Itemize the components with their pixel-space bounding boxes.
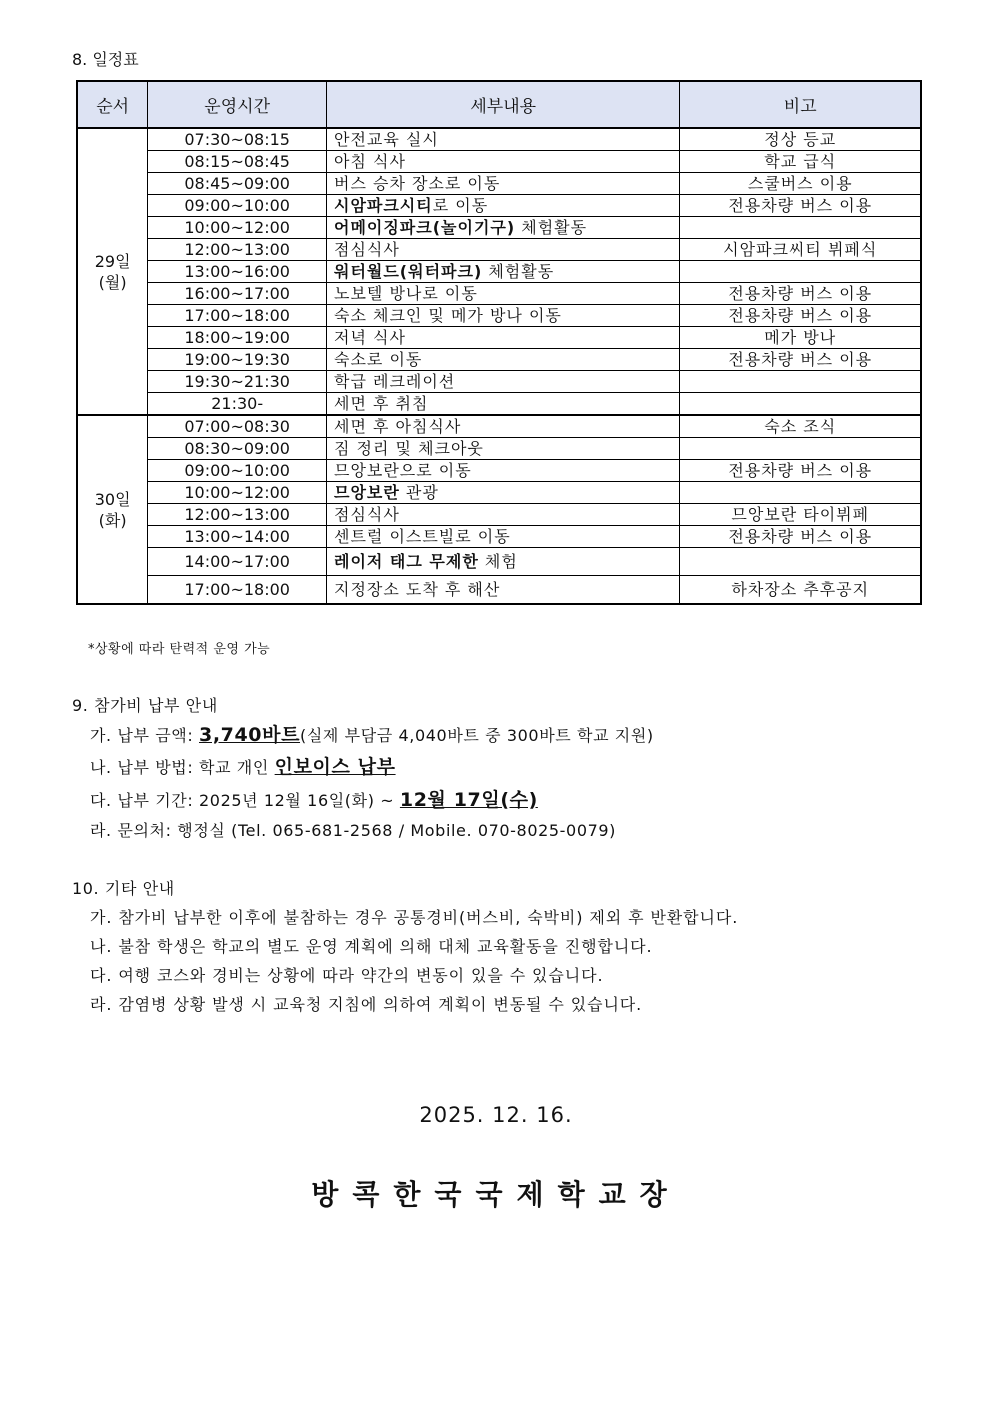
detail-text: 로 이동 <box>432 196 489 215</box>
detail-cell <box>326 239 679 261</box>
detail-highlight: 어메이징파크(놀이기구) <box>333 218 516 237</box>
detail-text: 숙소 체크인 및 메가 방나 이동 <box>333 306 562 325</box>
table-row <box>77 393 921 416</box>
table-row <box>77 482 921 504</box>
day-date: 30일 <box>94 489 131 509</box>
time-cell: 08:45~09:00 <box>148 173 327 195</box>
detail-cell <box>326 504 679 526</box>
time-cell: 21:30- <box>148 393 327 416</box>
note-cell <box>680 482 921 504</box>
time-cell: 07:30~08:15 <box>148 128 327 151</box>
note-cell: 메가 방나 <box>680 327 921 349</box>
detail-highlight: 워터월드(워터파크) <box>333 262 483 281</box>
detail-cell <box>326 576 679 605</box>
table-row <box>77 576 921 605</box>
note-cell <box>680 371 921 393</box>
payment-amount-value: 3,740바트 <box>199 724 301 746</box>
detail-cell <box>326 195 679 217</box>
table-row <box>77 195 921 217</box>
schedule-table <box>76 80 922 605</box>
payment-deadline: 12월 17일(수) <box>399 789 538 811</box>
note-cell: 숙소 조식 <box>680 415 921 438</box>
day-cell-day1 <box>77 128 148 415</box>
notice-item-b: 나. 불참 학생은 학교의 별도 운영 계획에 의해 대체 교육활동을 진행합니다. <box>90 937 653 956</box>
detail-text: 점심식사 <box>333 505 400 524</box>
detail-text: 아침 식사 <box>333 152 406 171</box>
detail-text: 숙소로 이동 <box>333 350 423 369</box>
detail-text: 센트럴 이스트빌로 이동 <box>333 527 511 546</box>
detail-cell <box>326 173 679 195</box>
detail-text: 세면 후 아침식사 <box>333 417 462 436</box>
note-cell: 학교 급식 <box>680 151 921 173</box>
table-row <box>77 173 921 195</box>
time-cell: 12:00~13:00 <box>148 239 327 261</box>
time-cell: 18:00~19:00 <box>148 327 327 349</box>
time-cell: 19:30~21:30 <box>148 371 327 393</box>
time-cell: 08:30~09:00 <box>148 438 327 460</box>
detail-cell <box>326 305 679 327</box>
note-cell <box>680 438 921 460</box>
contact-line: 라. 문의처: 행정실 (Tel. 065-681-2568 / Mobile. 070-8025-0079) <box>90 821 617 840</box>
detail-text: 므앙보란으로 이동 <box>333 461 472 480</box>
day-weekday: (화) <box>98 510 127 530</box>
note-cell <box>680 261 921 283</box>
notice-item-d: 라. 감염병 상황 발생 시 교육청 지침에 의하여 계획이 변동될 수 있습니다. <box>90 995 643 1014</box>
payment-amount-label: 가. 납부 금액: <box>90 726 200 745</box>
detail-text: 체험 <box>478 552 518 571</box>
table-row <box>77 217 921 239</box>
note-cell <box>680 548 921 576</box>
time-cell: 19:00~19:30 <box>148 349 327 371</box>
header-time: 운영시간 <box>148 81 327 128</box>
table-row <box>77 504 921 526</box>
note-cell: 전용차량 버스 이용 <box>680 526 921 548</box>
detail-cell <box>326 349 679 371</box>
time-cell: 08:15~08:45 <box>148 151 327 173</box>
detail-text: 점심식사 <box>333 240 400 259</box>
detail-cell <box>326 261 679 283</box>
note-cell: 전용차량 버스 이용 <box>680 460 921 482</box>
note-cell: 므앙보란 타이뷔페 <box>680 504 921 526</box>
detail-cell <box>326 151 679 173</box>
time-cell: 17:00~18:00 <box>148 305 327 327</box>
table-row <box>77 327 921 349</box>
table-row <box>77 151 921 173</box>
payment-amount-detail: (실제 부담금 4,040바트 중 300바트 학교 지원) <box>300 726 654 745</box>
note-cell <box>680 393 921 416</box>
day-weekday: (월) <box>98 272 127 292</box>
detail-cell <box>326 460 679 482</box>
notice-item-c: 다. 여행 코스와 경비는 상황에 따라 약간의 변동이 있을 수 있습니다. <box>90 966 604 985</box>
table-row <box>77 349 921 371</box>
detail-text: 짐 정리 및 체크아웃 <box>333 439 484 458</box>
payment-period-label: 다. 납부 기간: 2025년 12월 16일(화) ~ <box>90 791 400 810</box>
detail-cell <box>326 128 679 151</box>
detail-cell <box>326 415 679 438</box>
detail-text: 세면 후 취침 <box>333 394 429 413</box>
detail-text: 체험활동 <box>515 218 588 237</box>
note-cell: 스쿨버스 이용 <box>680 173 921 195</box>
payment-method-value: 인보이스 납부 <box>274 756 396 778</box>
header-note: 비고 <box>680 81 921 128</box>
table-header-row <box>77 81 921 128</box>
section-10-title: 10. 기타 안내 <box>72 879 175 898</box>
time-cell: 09:00~10:00 <box>148 195 327 217</box>
notice-item-a: 가. 참가비 납부한 이후에 불참하는 경우 공통경비(버스비, 숙박비) 제외 후 반환합니다. <box>90 908 739 927</box>
payment-method-label: 나. 납부 방법: 학교 개인 <box>90 758 275 777</box>
time-cell: 13:00~14:00 <box>148 526 327 548</box>
note-cell <box>680 217 921 239</box>
table-row <box>77 261 921 283</box>
table-row <box>77 128 921 151</box>
detail-text: 노보텔 방나로 이동 <box>333 284 478 303</box>
principal-signature: 방콕한국국제학교장 <box>311 1178 681 1211</box>
table-row <box>77 239 921 261</box>
table-row <box>77 548 921 576</box>
table-row <box>77 526 921 548</box>
detail-text: 관광 <box>399 483 439 502</box>
table-row <box>77 460 921 482</box>
section-9-title: 9. 참가비 납부 안내 <box>72 696 218 715</box>
note-cell: 전용차량 버스 이용 <box>680 195 921 217</box>
time-cell: 07:00~08:30 <box>148 415 327 438</box>
detail-cell <box>326 283 679 305</box>
table-row <box>77 305 921 327</box>
time-cell: 10:00~12:00 <box>148 482 327 504</box>
detail-cell <box>326 393 679 416</box>
detail-text: 저녁 식사 <box>333 328 406 347</box>
note-cell: 전용차량 버스 이용 <box>680 349 921 371</box>
document-date: 2025. 12. 16. <box>419 1103 573 1127</box>
day-cell-day2 <box>77 415 148 604</box>
table-row <box>77 438 921 460</box>
footnote: *상황에 따라 탄력적 운영 가능 <box>88 642 271 657</box>
note-cell: 전용차량 버스 이용 <box>680 305 921 327</box>
detail-text: 지정장소 도착 후 해산 <box>333 580 501 599</box>
section-8-title: 8. 일정표 <box>72 50 139 69</box>
table-row <box>77 283 921 305</box>
detail-highlight: 므앙보란 <box>333 483 400 502</box>
table-row <box>77 371 921 393</box>
detail-text: 안전교육 실시 <box>333 130 439 149</box>
detail-text: 체험활동 <box>482 262 555 281</box>
payment-method-line <box>90 752 396 779</box>
time-cell: 12:00~13:00 <box>148 504 327 526</box>
time-cell: 17:00~18:00 <box>148 576 327 605</box>
note-cell: 정상 등교 <box>680 128 921 151</box>
payment-period-line <box>90 785 538 812</box>
note-cell: 시암파크씨티 뷔페식 <box>680 239 921 261</box>
detail-cell <box>326 217 679 239</box>
note-cell: 하차장소 추후공지 <box>680 576 921 605</box>
detail-cell <box>326 526 679 548</box>
time-cell: 16:00~17:00 <box>148 283 327 305</box>
table-row <box>77 415 921 438</box>
detail-cell <box>326 438 679 460</box>
detail-highlight: 시암파크시티 <box>333 196 433 215</box>
time-cell: 09:00~10:00 <box>148 460 327 482</box>
payment-amount-line <box>90 720 654 747</box>
day-date: 29일 <box>94 251 131 271</box>
detail-cell <box>326 371 679 393</box>
detail-cell <box>326 482 679 504</box>
time-cell: 10:00~12:00 <box>148 217 327 239</box>
detail-text: 버스 승차 장소로 이동 <box>333 174 501 193</box>
note-cell: 전용차량 버스 이용 <box>680 283 921 305</box>
detail-text: 학급 레크레이션 <box>333 372 456 391</box>
time-cell: 13:00~16:00 <box>148 261 327 283</box>
detail-cell <box>326 327 679 349</box>
header-order: 순서 <box>77 81 148 128</box>
header-detail: 세부내용 <box>326 81 679 128</box>
detail-cell <box>326 548 679 576</box>
detail-highlight: 레이저 태그 무제한 <box>333 552 479 571</box>
time-cell: 14:00~17:00 <box>148 548 327 576</box>
